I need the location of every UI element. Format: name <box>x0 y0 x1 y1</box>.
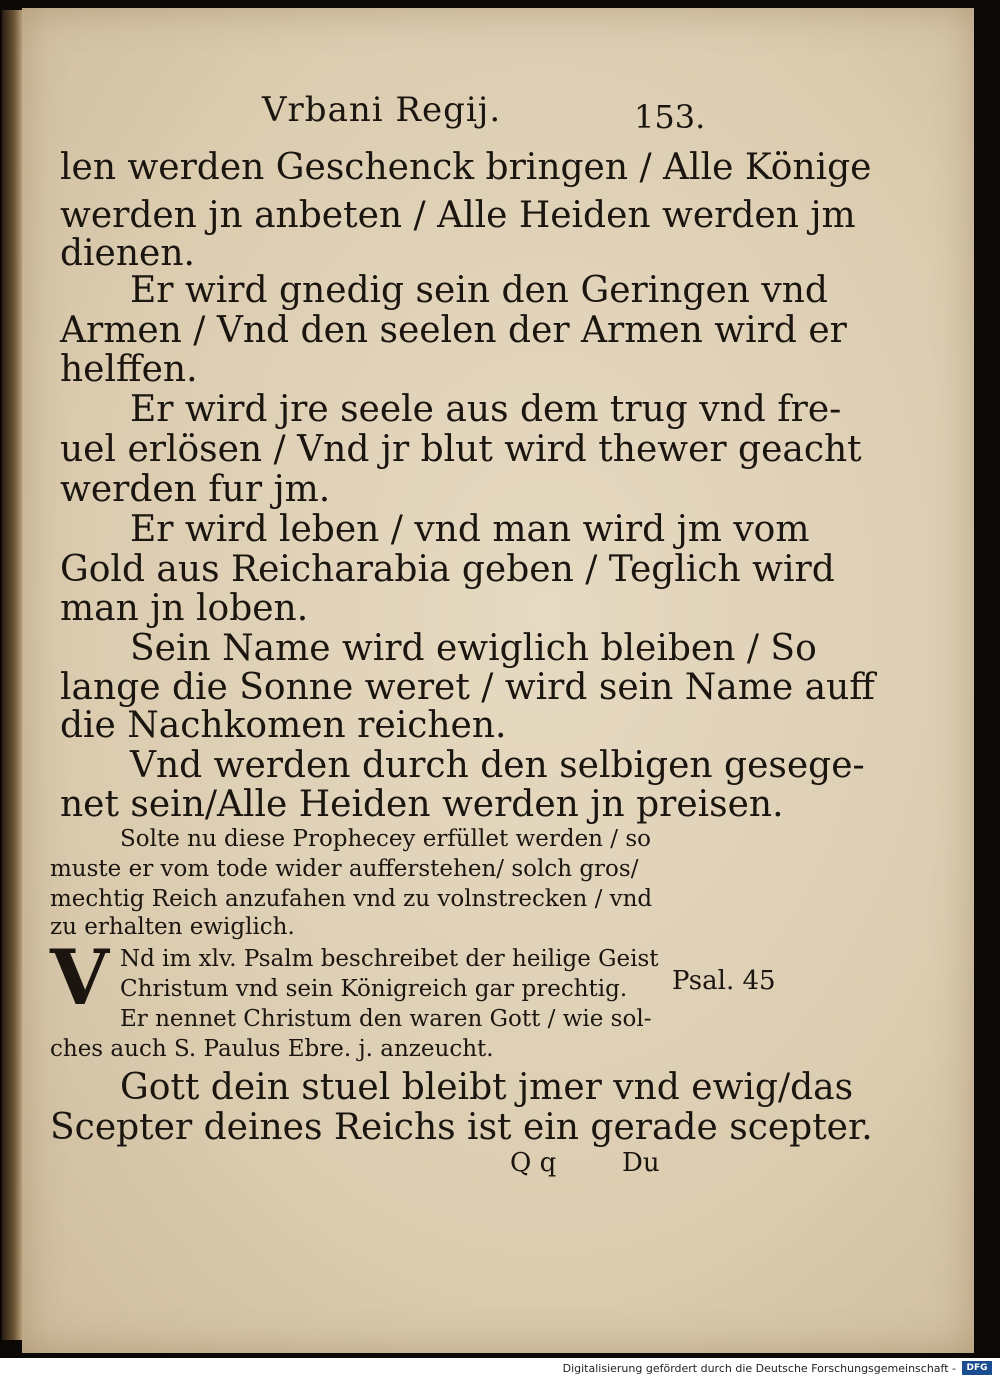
text-line: dienen. <box>60 233 195 274</box>
text-line: Er wird leben / vnd man wird jm vom <box>130 509 810 550</box>
text-line: len werden Geschenck bringen / Alle Könige <box>60 147 872 188</box>
catchword: Du <box>622 1148 660 1178</box>
text-line: Er wird gnedig sein den Geringen vnd <box>130 270 828 311</box>
text-line: Vnd werden durch den selbigen gesege- <box>130 745 865 786</box>
page-text <box>22 8 974 1353</box>
text-line: helffen. <box>60 349 198 390</box>
text-line: werden fur jm. <box>60 469 331 510</box>
text-line: werden jn anbeten / Alle Heiden werden jm <box>60 195 856 236</box>
text-line: lange die Sonne weret / wird sein Name auff <box>60 667 875 708</box>
gloss-line: muste er vom tode wider aufferstehen/ solch gros/ <box>50 856 639 882</box>
text-line: net sein/Alle Heiden werden jn preisen. <box>60 784 784 825</box>
text-line: Gott dein stuel bleibt jmer vnd ewig/das <box>120 1067 854 1108</box>
text-line: Er wird jre seele aus dem trug vnd fre- <box>130 389 842 430</box>
section-line: Er nennet Christum den waren Gott / wie sol- <box>120 1006 652 1032</box>
page-number: 153. <box>634 98 706 136</box>
text-line: man jn loben. <box>60 588 309 629</box>
section-line: Christum vnd sein Königreich gar prechtig. <box>120 976 628 1002</box>
text-line: Armen / Vnd den seelen der Armen wird er <box>60 310 847 351</box>
text-line: Gold aus Reicharabia geben / Teglich wird <box>60 549 835 590</box>
text-line: uel erlösen / Vnd jr blut wird thewer geacht <box>60 429 862 470</box>
gloss-line: Solte nu diese Prophecey erfüllet werden / so <box>120 826 652 852</box>
text-line: Sein Name wird ewiglich bleiben / So <box>130 628 817 669</box>
running-header: Vrbani Regij. <box>262 90 502 130</box>
margin-note: Psal. 45 <box>672 966 776 996</box>
section-line: Nd im xlv. Psalm beschreibet der heilige Geist <box>120 946 659 972</box>
drop-cap: V <box>50 933 109 1022</box>
book-page <box>22 8 974 1353</box>
gloss-line: zu erhalten ewiglich. <box>50 914 295 940</box>
text-line: Scepter deines Reichs ist ein gerade scepter. <box>50 1107 873 1148</box>
dfg-logo: DFG <box>962 1361 992 1375</box>
gloss-line: mechtig Reich anzufahen vnd zu volnstrecken / vnd <box>50 886 653 912</box>
binding-edge <box>2 10 22 1340</box>
funding-notice: Digitalisierung gefördert durch die Deutsche Forschungsgemeinschaft - <box>562 1362 956 1375</box>
signature-mark: Q q <box>510 1148 557 1178</box>
text-line: die Nachkomen reichen. <box>60 705 507 746</box>
section-line: ches auch S. Paulus Ebre. j. anzeucht. <box>50 1036 494 1062</box>
